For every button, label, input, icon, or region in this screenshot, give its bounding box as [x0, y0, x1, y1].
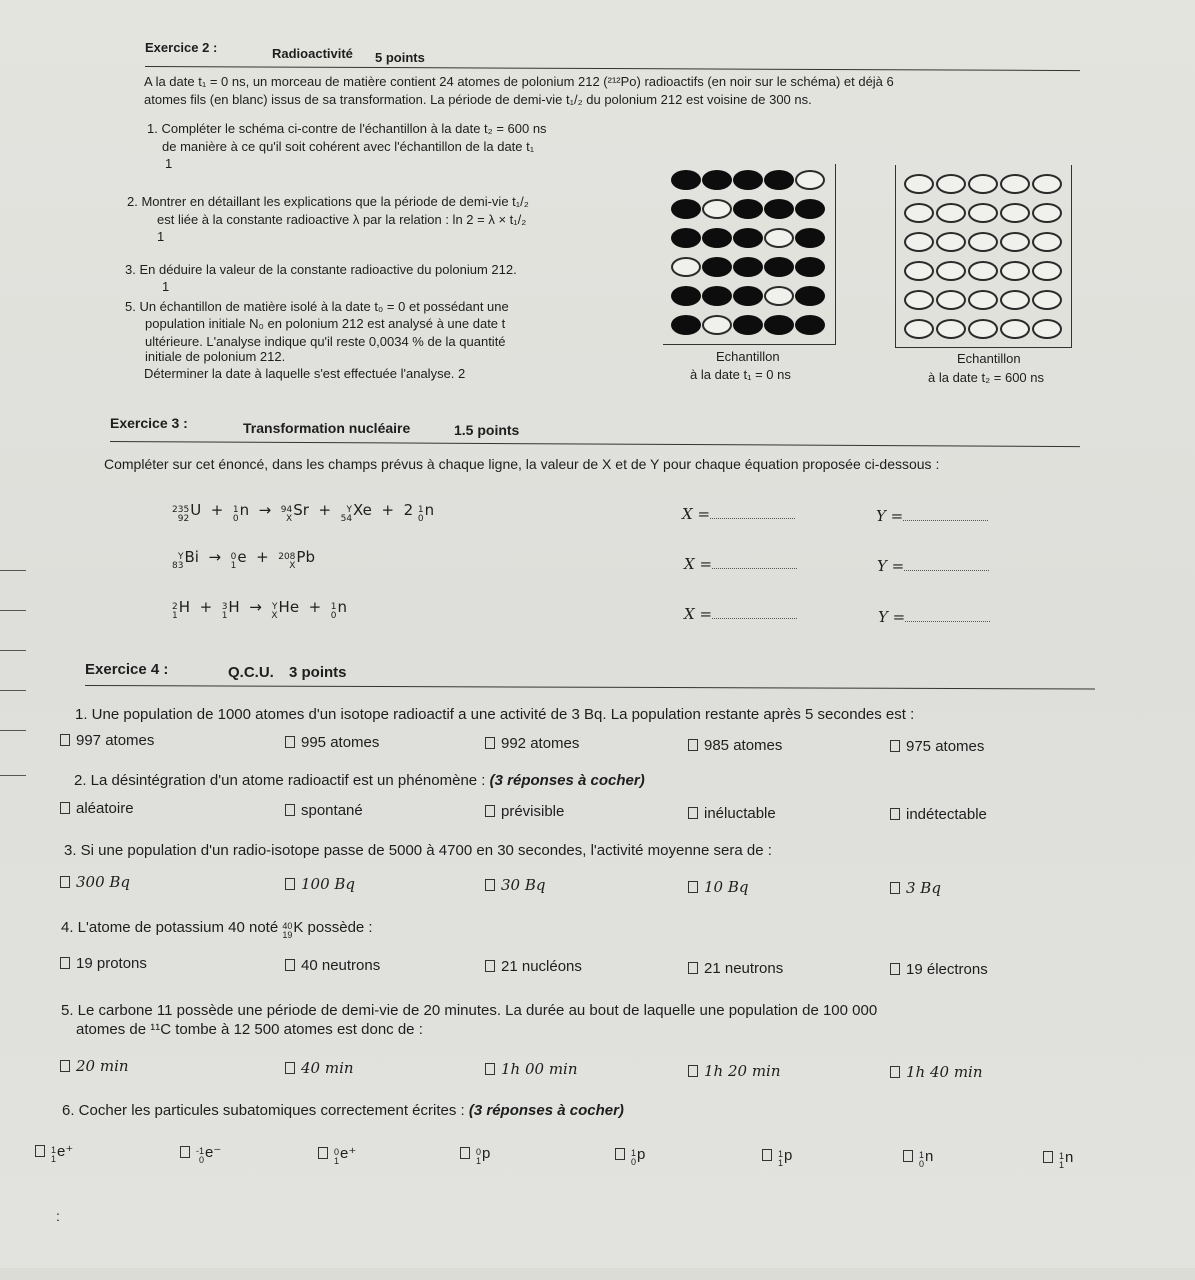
option-label: 300 Bq	[76, 873, 131, 891]
daughter-atom	[968, 261, 998, 281]
daughter-atom	[904, 319, 934, 339]
checkbox[interactable]	[485, 960, 495, 972]
option-label: 100 Bq	[301, 874, 356, 893]
option-label: 19 protons	[76, 955, 147, 972]
radioactive-atom	[764, 199, 794, 219]
ex2-rule	[145, 66, 1080, 71]
daughter-atom	[936, 261, 966, 281]
checkbox[interactable]	[688, 962, 698, 974]
radioactive-atom	[795, 257, 825, 277]
ex4-q4-text: 4. L'atome de potassium 40 noté 40 19 K possède :	[61, 919, 373, 940]
option-label: 20 min	[76, 1057, 129, 1075]
ex4-subtitle: Q.C.U.	[228, 664, 274, 681]
particle-symbol: 0 1 p	[476, 1145, 491, 1166]
radioactive-atom	[671, 286, 701, 306]
checkbox[interactable]	[285, 878, 295, 890]
ex4-q5-line1: 5. Le carbone 11 possède une période de demi-vie de 20 minutes. La durée au bout de laquelle une population de 100 000	[61, 1002, 878, 1019]
option-label: 992 atomes	[501, 735, 580, 752]
daughter-atom	[904, 203, 934, 223]
ex4-q6-option-6[interactable]	[762, 1147, 792, 1171]
ex2-q5-line3: ultérieure. L'analyse indique qu'il reste 0,0034 % de la quantité	[145, 334, 506, 349]
checkbox[interactable]	[762, 1149, 772, 1161]
ex3-instruction: Compléter sur cet énoncé, dans les champs prévus à chaque ligne, la valeur de X et de Y pour chaque équation proposée ci-dessous :	[104, 456, 940, 472]
checkbox[interactable]	[903, 1150, 913, 1162]
option-label: 30 Bq	[501, 876, 546, 894]
daughter-atom	[936, 290, 966, 310]
radioactive-atom	[795, 286, 825, 306]
checkbox[interactable]	[318, 1147, 328, 1159]
daughter-atom	[968, 290, 998, 310]
daughter-atom	[1000, 261, 1030, 281]
ex4-q3-option-3[interactable]	[485, 876, 545, 894]
particle-symbol: 1 1 n	[1059, 1149, 1074, 1170]
ex2-q2-line1: 2. Montrer en détaillant les explications que la période de demi-vie t₁/₂	[127, 194, 529, 209]
checkbox[interactable]	[60, 734, 70, 746]
ex3-eq3-x-field[interactable]: X =	[684, 605, 797, 623]
ex2-title: Exercice 2 :	[145, 40, 218, 55]
daughter-atom	[1032, 261, 1062, 281]
checkbox[interactable]	[688, 881, 698, 893]
particle-symbol: 1 0 n	[919, 1148, 934, 1169]
ex4-q5-option-4[interactable]	[688, 1062, 781, 1080]
radioactive-atom	[733, 170, 763, 190]
ex3-eq1-y-field[interactable]: Y =	[876, 507, 988, 525]
option-label: 1h 40 min	[906, 1063, 983, 1081]
ex3-rule	[110, 441, 1080, 447]
option-label: aléatoire	[76, 800, 134, 817]
daughter-atom	[904, 261, 934, 281]
ex3-eq1-x-field[interactable]: X =	[682, 505, 795, 523]
daughter-atom	[936, 319, 966, 339]
daughter-atom	[936, 203, 966, 223]
daughter-atom	[1000, 319, 1030, 339]
ex2-q3: 3. En déduire la valeur de la constante radioactive du polonium 212.	[125, 262, 517, 277]
checkbox[interactable]	[60, 876, 70, 888]
daughter-atom	[904, 232, 934, 252]
ex4-q1-text: 1. Une population de 1000 atomes d'un isotope radioactif a une activité de 3 Bq. La population restante après 5 secondes est :	[75, 706, 915, 723]
ex3-title: Exercice 3 :	[110, 415, 188, 431]
ex3-equation-3: 2 1 H + 3 1 H → Y X He + 1 0 n	[172, 598, 347, 621]
ex4-q6-option-5[interactable]	[615, 1146, 645, 1170]
checkbox[interactable]	[285, 959, 295, 971]
ex4-q2-option-3[interactable]	[485, 803, 564, 820]
checkbox[interactable]	[285, 1062, 295, 1074]
ex4-q1-option-3[interactable]	[485, 735, 579, 752]
ex4-q4-option-1[interactable]	[60, 955, 147, 972]
option-label: 997 atomes	[76, 732, 155, 749]
radioactive-atom	[702, 170, 732, 190]
ex3-eq2-y-field[interactable]: Y =	[877, 557, 989, 575]
radioactive-atom	[764, 257, 794, 277]
ex3-points: 1.5 points	[454, 422, 520, 438]
ex4-q4-option-2[interactable]	[285, 957, 380, 974]
ex4-q6-text: 6. Cocher les particules subatomiques correctement écrites : (3 réponses à cocher)	[62, 1102, 624, 1119]
option-label: 1h 00 min	[501, 1060, 578, 1078]
radioactive-atom	[733, 228, 763, 248]
ex2-q1-points: 1	[165, 156, 173, 171]
checkbox[interactable]	[688, 807, 698, 819]
radioactive-atom	[764, 170, 794, 190]
daughter-atom	[1000, 174, 1030, 194]
option-label: 975 atomes	[906, 738, 985, 755]
ex4-q3-text: 3. Si une population d'un radio-isotope passe de 5000 à 4700 en 30 secondes, l'activité moyenne sera de :	[64, 842, 772, 859]
daughter-atom	[795, 170, 825, 190]
ex4-q6-option-7[interactable]	[903, 1148, 933, 1172]
radioactive-atom	[671, 170, 701, 190]
ex2-q5-line5: Déterminer la date à laquelle s'est effectuée l'analyse. 2	[144, 366, 466, 381]
sample-t1-grid	[663, 164, 836, 345]
option-label: inéluctable	[704, 804, 776, 822]
sample-t2-label: Echantillon	[957, 351, 1021, 366]
daughter-atom	[968, 174, 998, 194]
ex4-q1-option-2[interactable]	[285, 734, 379, 751]
ex4-q1-option-5[interactable]	[890, 738, 984, 755]
checkbox[interactable]	[485, 1063, 495, 1075]
daughter-atom	[1000, 232, 1030, 252]
option-label: 40 min	[301, 1058, 354, 1077]
radioactive-atom	[733, 315, 763, 335]
ex2-q1-line1: 1. Compléter le schéma ci-contre de l'échantillon à la date t₂ = 600 ns	[147, 121, 547, 136]
checkbox[interactable]	[60, 957, 70, 969]
daughter-atom	[936, 232, 966, 252]
radioactive-atom	[733, 199, 763, 219]
particle-symbol: 0 1 e⁺	[334, 1145, 357, 1166]
ex2-q2-points: 1	[157, 229, 165, 244]
particle-symbol: 1 1 p	[778, 1147, 793, 1168]
radioactive-atom	[671, 315, 701, 335]
option-label: 21 nucléons	[501, 958, 582, 975]
radioactive-atom	[764, 315, 794, 335]
sample-t1-date: à la date t₁ = 0 ns	[690, 367, 791, 382]
radioactive-atom	[702, 228, 732, 248]
ex4-q4-option-3[interactable]	[485, 958, 582, 975]
ex2-points: 5 points	[375, 50, 425, 65]
sample-t2-date: à la date t₂ = 600 ns	[928, 370, 1044, 385]
daughter-atom	[1000, 203, 1030, 223]
radioactive-atom	[671, 199, 701, 219]
ex2-subtitle: Radioactivité	[272, 46, 353, 61]
ex4-q2-option-2[interactable]	[285, 802, 363, 819]
radioactive-atom	[733, 286, 763, 306]
ex3-eq3-y-field[interactable]: Y =	[878, 608, 990, 626]
daughter-atom	[671, 257, 701, 277]
stray-mark: :	[56, 1208, 60, 1224]
ex4-title: Exercice 4 :	[85, 661, 169, 678]
checkbox[interactable]	[460, 1147, 470, 1159]
checkbox[interactable]	[890, 963, 900, 975]
ex3-equation-2: Y 83 Bi → 0 1 e + 208 X Pb	[172, 548, 315, 571]
ex4-q3-option-4[interactable]	[688, 878, 748, 896]
daughter-atom	[904, 290, 934, 310]
ex3-subtitle: Transformation nucléaire	[243, 420, 411, 436]
ex2-q5-line2: population initiale N₀ en polonium 212 est analysé à une date t	[145, 316, 506, 331]
ex4-q6-option-4[interactable]	[460, 1145, 490, 1169]
ex4-q5-option-2[interactable]	[285, 1059, 354, 1077]
option-label: spontané	[301, 801, 363, 819]
option-label: 19 électrons	[906, 961, 988, 978]
checkbox[interactable]	[1043, 1151, 1053, 1163]
ex2-q3-points: 1	[162, 279, 170, 294]
option-label: prévisible	[501, 803, 565, 820]
option-label: 21 neutrons	[704, 959, 784, 977]
ex4-q2-option-1[interactable]	[60, 800, 134, 817]
daughter-atom	[968, 319, 998, 339]
checkbox[interactable]	[180, 1146, 190, 1158]
ex3-eq2-x-field[interactable]: X =	[684, 555, 797, 573]
sample-t1-label: Echantillon	[716, 349, 780, 364]
radioactive-atom	[702, 257, 732, 277]
daughter-atom	[764, 286, 794, 306]
ex4-q3-option-1[interactable]	[60, 873, 130, 891]
radioactive-atom	[795, 199, 825, 219]
ex4-q2-option-5[interactable]	[890, 806, 987, 823]
radioactive-atom	[702, 286, 732, 306]
option-label: indétectable	[906, 806, 987, 823]
ex4-q6-option-8[interactable]	[1043, 1149, 1073, 1173]
ex4-q5-option-5[interactable]	[890, 1063, 983, 1081]
ex4-q4-option-5[interactable]	[890, 961, 988, 978]
ex4-q6-option-2[interactable]	[180, 1143, 221, 1168]
daughter-atom	[1032, 290, 1062, 310]
daughter-atom	[764, 228, 794, 248]
option-label: 10 Bq	[704, 877, 749, 896]
ex4-q3-option-2[interactable]	[285, 875, 355, 893]
daughter-atom	[968, 203, 998, 223]
ex4-q5-option-1[interactable]	[60, 1057, 129, 1075]
checkbox[interactable]	[485, 805, 495, 817]
ex4-q4-option-4[interactable]	[688, 960, 783, 977]
checkbox[interactable]	[60, 802, 70, 814]
ex2-q1-line2: de manière à ce qu'il soit cohérent avec l'échantillon de la date t₁	[162, 139, 535, 154]
option-label: 995 atomes	[301, 733, 380, 751]
option-label: 40 neutrons	[301, 956, 381, 974]
option-label: 1h 20 min	[704, 1061, 781, 1080]
ex4-q2-option-4[interactable]	[688, 805, 776, 822]
ex2-intro-1: A la date t₁ = 0 ns, un morceau de matière contient 24 atomes de polonium 212 (²¹²Po) radioactifs (en noir sur le schéma) et déjà 6	[144, 74, 894, 89]
checkbox[interactable]	[688, 739, 698, 751]
checkbox[interactable]	[35, 1145, 45, 1157]
ex4-q5-line2: atomes de ¹¹C tombe à 12 500 atomes est donc de :	[76, 1021, 423, 1038]
daughter-atom	[1032, 232, 1062, 252]
page-edge-lines	[0, 560, 30, 1280]
checkbox[interactable]	[285, 804, 295, 816]
checkbox[interactable]	[890, 740, 900, 752]
checkbox[interactable]	[890, 808, 900, 820]
checkbox[interactable]	[60, 1060, 70, 1072]
daughter-atom	[936, 174, 966, 194]
daughter-atom	[1000, 290, 1030, 310]
particle-symbol: -1 0 e⁻	[196, 1144, 222, 1165]
daughter-atom	[702, 315, 732, 335]
radioactive-atom	[671, 228, 701, 248]
ex2-intro-2: atomes fils (en blanc) issus de sa transformation. La période de demi-vie t₁/₂ du polonium 212 est voisine de 300 ns.	[144, 92, 812, 107]
daughter-atom	[1032, 319, 1062, 339]
checkbox[interactable]	[285, 736, 295, 748]
checkbox[interactable]	[890, 1066, 900, 1078]
radioactive-atom	[795, 228, 825, 248]
ex2-q5-line1: 5. Un échantillon de matière isolé à la date t₀ = 0 et possédant une	[125, 299, 509, 314]
daughter-atom	[1032, 203, 1062, 223]
ex4-rule	[85, 685, 1095, 690]
option-label: 3 Bq	[906, 879, 941, 897]
daughter-atom	[968, 232, 998, 252]
checkbox[interactable]	[485, 737, 495, 749]
daughter-atom	[904, 174, 934, 194]
radioactive-atom	[733, 257, 763, 277]
ex4-q1-option-4[interactable]	[688, 737, 782, 754]
checkbox[interactable]	[615, 1148, 625, 1160]
ex4-q2-text: 2. La désintégration d'un atome radioactif est un phénomène : (3 réponses à cocher)	[74, 772, 645, 789]
ex2-q2-line2: est liée à la constante radioactive λ par la relation : ln 2 = λ × t₁/₂	[157, 212, 527, 227]
ex4-q6-option-1[interactable]	[35, 1142, 73, 1167]
ex4-q5-option-3[interactable]	[485, 1060, 578, 1078]
ex4-points: 3 points	[289, 664, 347, 681]
ex3-equation-1: 235 92 U + 1 0 n → 94 X Sr + Y 54 Xe + 2 1 0 n	[172, 501, 435, 524]
ex2-q5-line4: initiale de polonium 212.	[145, 349, 286, 364]
checkbox[interactable]	[688, 1065, 698, 1077]
particle-symbol: 1 1 e⁺	[51, 1143, 74, 1164]
ex4-q1-option-1[interactable]	[60, 732, 154, 749]
ex4-q3-option-5[interactable]	[890, 879, 941, 897]
sample-t2-grid[interactable]	[895, 165, 1072, 348]
daughter-atom	[702, 199, 732, 219]
checkbox[interactable]	[890, 882, 900, 894]
particle-symbol: 1 0 p	[631, 1146, 646, 1167]
checkbox[interactable]	[485, 879, 495, 891]
option-label: 985 atomes	[704, 736, 783, 754]
radioactive-atom	[795, 315, 825, 335]
daughter-atom	[1032, 174, 1062, 194]
ex4-q6-option-3[interactable]	[318, 1144, 356, 1169]
